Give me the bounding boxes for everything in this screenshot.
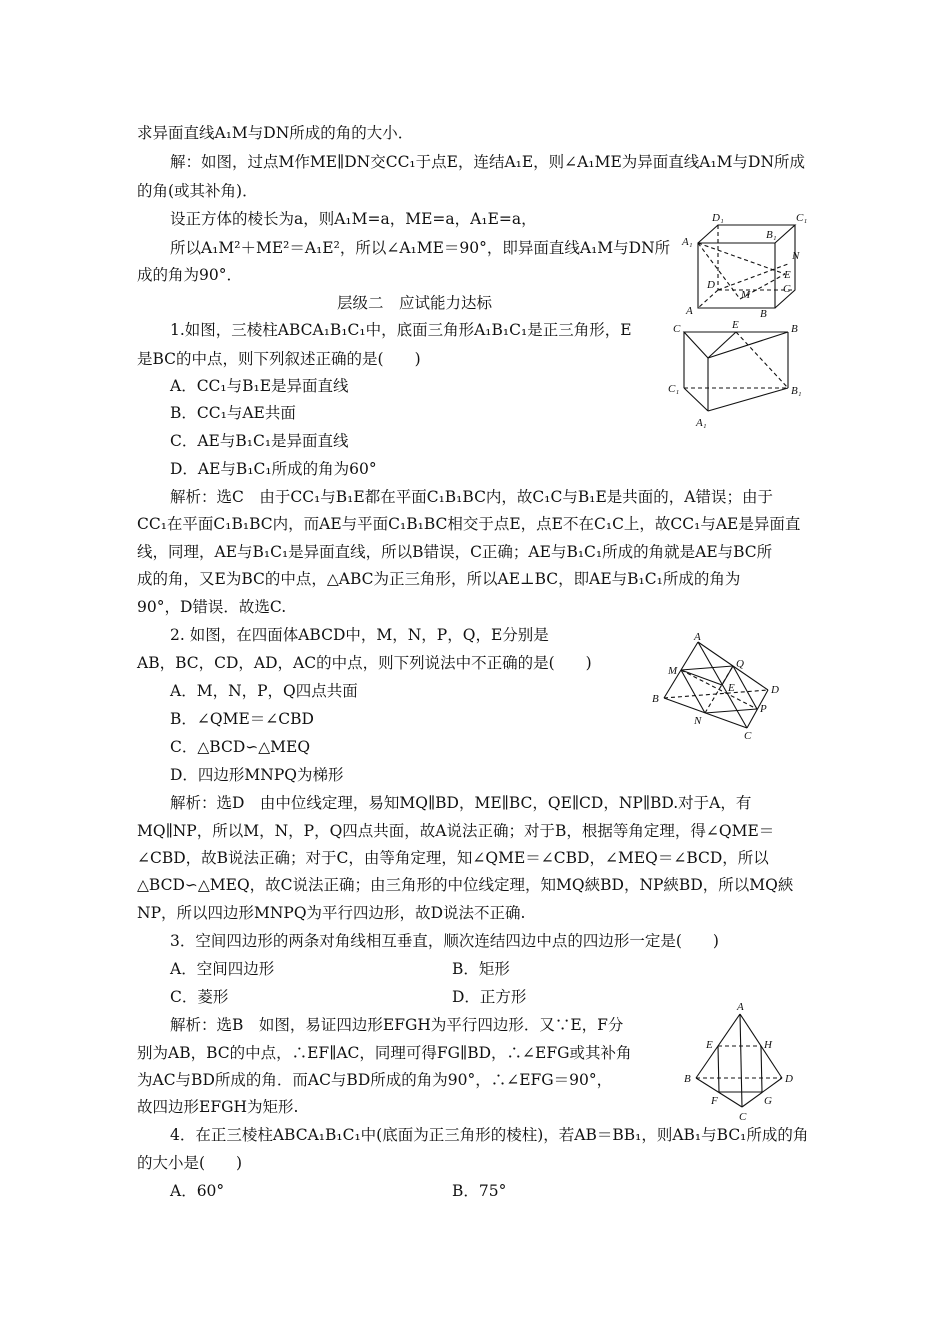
text-line: 解：如图，过点M作ME∥DN交CC₁于点E，连结A₁E，则∠A₁ME为异面直线A₁M与DN所成 <box>170 153 806 171</box>
cube-figure <box>680 210 810 320</box>
text-line: ∠CBD，故B说法正确；对于C，由等角定理，知∠QME＝∠CBD，∠MEQ＝∠BCD，所以 <box>137 849 769 867</box>
text-line: MQ∥NP，所以M，N，P，Q四点共面，故A说法正确；对于B，根据等角定理，得∠QME＝ <box>137 822 775 840</box>
text-line: 故四边形EFGH为矩形. <box>137 1098 299 1116</box>
cube-right-edges <box>775 225 795 308</box>
quadrilateral-figure <box>680 1000 800 1125</box>
text-line: 为AC与BD所成的角．而AC与BD所成的角为90°，∴∠EFG＝90°， <box>137 1071 613 1089</box>
prism-top-face <box>684 332 788 358</box>
label-h: H <box>764 1039 772 1051</box>
cube-front-face <box>698 243 775 308</box>
text-line: △BCD∽△MEQ，故C说法正确；由三角形的中位线定理，知MQ綊BD，NP綊BD，所以MQ綊 <box>137 876 794 894</box>
segment-mn <box>681 670 705 713</box>
text-line: 设正方体的棱长为a，则A₁M=a，ME=a，A₁E=a， <box>170 210 537 228</box>
label-n: N <box>792 250 800 262</box>
text-line: 成的角为90°． <box>137 266 242 284</box>
option-line: A．空间四边形 <box>170 960 275 978</box>
label-b: B <box>652 693 659 705</box>
option-line: D．正方形 <box>452 988 527 1006</box>
text-line: 解析：选D 由中位线定理，易知MQ∥BD，ME∥BC，QE∥CD，NP∥BD.对于A，有 <box>170 794 752 812</box>
label-e: E <box>706 1039 713 1051</box>
text-line: 4．在正三棱柱ABCA₁B₁C₁中(底面为正三角形的棱柱)，若AB＝BB₁，则AB₁与BC₁所成的角 <box>170 1126 809 1144</box>
option-line: C．菱形 <box>170 988 229 1006</box>
option-line: C．△BCD∽△MEQ <box>170 738 311 756</box>
text-line: 求异面直线A₁M与DN所成的角的大小． <box>137 124 414 142</box>
tetrahedron-figure <box>650 632 790 744</box>
label-c1: C₁ <box>668 383 680 395</box>
text-line: 解析：选B 如图，易证四边形EFGH为平行四边形．又∵E，F分 <box>170 1016 624 1034</box>
aux-line-a1m <box>698 243 740 299</box>
option-line: D．AE与B₁C₁所成的角为60° <box>170 460 377 478</box>
label-c1: C₁ <box>796 212 808 224</box>
segment-ef <box>718 1046 719 1092</box>
prism-edge-a1b1 <box>708 388 788 411</box>
label-a1: A₁ <box>696 417 707 429</box>
prism-edge-c1a1 <box>684 388 708 411</box>
segment-mq <box>681 666 733 670</box>
option-line: B．∠QME＝∠CBD <box>170 710 314 728</box>
label-b1: B₁ <box>766 229 777 241</box>
section-heading: 层级二 应试能力达标 <box>337 294 493 312</box>
label-c: C <box>673 323 681 335</box>
label-a1: A₁ <box>682 236 693 248</box>
text-line: 3．空间四边形的两条对角线相互垂直，顺次连结四边中点的四边形一定是( ) <box>170 932 719 950</box>
label-q: Q <box>736 658 744 670</box>
segment-gh <box>761 1046 762 1092</box>
label-d: D <box>771 684 779 696</box>
line-ae <box>708 332 736 358</box>
text-line: 90°，D错误．故选C. <box>137 598 287 616</box>
option-line: B．75° <box>452 1182 507 1200</box>
text-line: 成的角，又E为BC的中点，△ABC为正三角形，所以AE⊥BC，即AE与B₁C₁所成的角为 <box>137 570 741 588</box>
label-m: M <box>668 665 678 677</box>
option-line: C．AE与B₁C₁是异面直线 <box>170 432 349 450</box>
option-line: A．60° <box>170 1182 225 1200</box>
text-line: AB，BC，CD，AD，AC的中点，则下列说法中不正确的是( ) <box>137 654 592 672</box>
label-c: C <box>739 1111 747 1123</box>
label-a: A <box>737 1001 744 1013</box>
label-d: D <box>785 1073 793 1085</box>
text-line: NP，所以四边形MNPQ为平行四边形，故D说法不正确. <box>137 904 526 922</box>
diagonal-ac <box>740 1014 742 1107</box>
cube-top-edges <box>698 225 795 243</box>
label-b: B <box>760 308 767 320</box>
label-c: C <box>783 283 791 295</box>
text-line: 别为AB，BC的中点，∴EF∥AC，同理可得FG∥BD，∴∠EFG或其补角 <box>137 1044 632 1062</box>
text-line: 所以A₁M²＋ME²＝A₁E²，所以∠A₁ME＝90°，即异面直线A₁M与DN所 <box>170 239 671 257</box>
label-e: E <box>732 319 739 331</box>
label-d: D <box>707 279 715 291</box>
cube-hidden-edge <box>698 290 718 308</box>
option-line: A．M，N，P，Q四点共面 <box>170 682 358 700</box>
text-line: 解析：选C 由于CC₁与B₁E都在平面C₁B₁BC内，故C₁C与B₁E是共面的，A错误；由于 <box>170 488 773 506</box>
label-b: B <box>791 323 798 335</box>
aux-line-a1e <box>698 243 785 274</box>
label-b1: B₁ <box>791 385 802 397</box>
label-g: G <box>764 1095 772 1107</box>
segment-np <box>705 709 757 713</box>
label-e: E <box>728 682 735 694</box>
label-e: E <box>784 269 791 281</box>
label-a: A <box>694 631 701 643</box>
option-line: B．矩形 <box>452 960 510 978</box>
option-line: D．四边形MNPQ为梯形 <box>170 766 344 784</box>
prism-figure <box>668 318 808 433</box>
label-d1: D₁ <box>712 212 724 224</box>
text-line: CC₁在平面C₁B₁BC内，而AE与平面C₁B₁BC相交于点E，点E不在C₁C上，故CC₁与AE是异面直 <box>137 515 801 533</box>
label-c: C <box>744 730 752 742</box>
option-line: A．CC₁与B₁E是异面直线 <box>170 377 349 395</box>
text-line: 1.如图，三棱柱ABCA₁B₁C₁中，底面三角形A₁B₁C₁是正三角形，E <box>170 321 632 339</box>
label-f: F <box>711 1095 718 1107</box>
label-p: P <box>760 703 767 715</box>
text-line: 2. 如图，在四面体ABCD中，M，N，P，Q，E分别是 <box>170 626 549 644</box>
label-n: N <box>694 715 702 727</box>
text-line: 是BC的中点，则下列叙述正确的是( ) <box>137 350 421 368</box>
option-line: B．CC₁与AE共面 <box>170 404 296 422</box>
label-a: A <box>686 305 693 317</box>
aux-line-dn <box>718 264 788 290</box>
text-line: 的大小是( ) <box>137 1154 243 1172</box>
text-line: 的角(或其补角)． <box>137 182 258 200</box>
label-m: M <box>741 289 751 301</box>
text-line: 线，同理，AE与B₁C₁是异面直线，所以B错误，C正确；AE与B₁C₁所成的角就是AE与BC所 <box>137 543 773 561</box>
label-b: B <box>684 1073 691 1085</box>
